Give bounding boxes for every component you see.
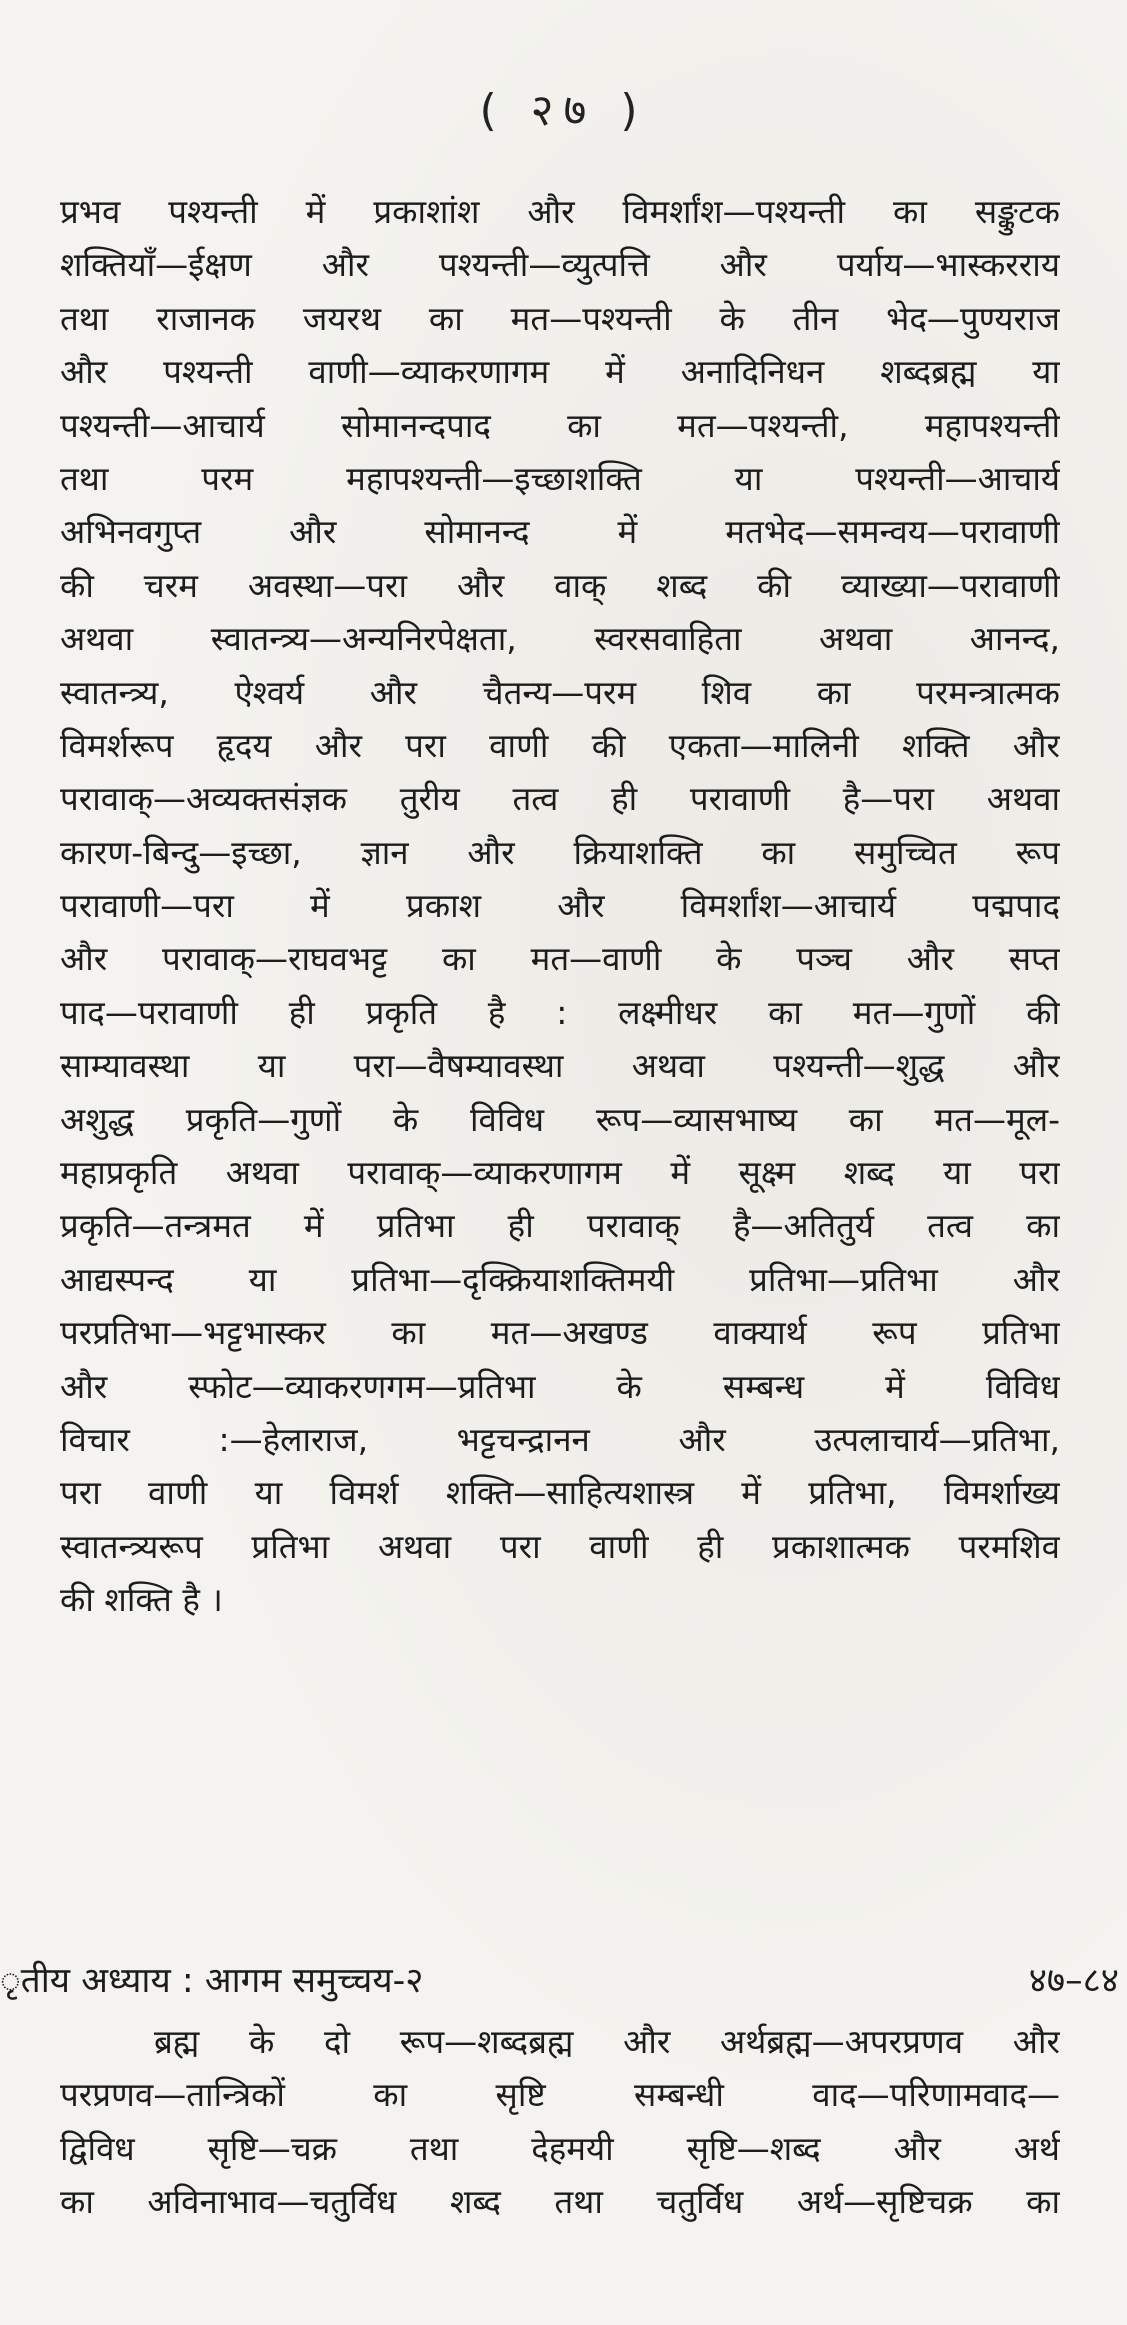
text-line: कारण-बिन्दु—इच्छा, ज्ञान और क्रियाशक्ति का समुच्चित रूप (60, 832, 1060, 872)
text-line: अभिनवगुप्त और सोमानन्द में मतभेद—समन्वय—परावाणी (60, 512, 1060, 552)
text-line: अशुद्ध प्रकृति—गुणों के विविध रूप—व्यासभाष्य का मत—मूल- (60, 1099, 1060, 1139)
text-line: स्वातन्त्र्य, ऐश्वर्य और चैतन्य—परम शिव का परमन्त्रात्मक (60, 672, 1060, 712)
text-line: ब्रह्म के दो रूप—शब्दब्रह्म और अर्थब्रह्म—अपरप्रणव और (154, 2022, 1060, 2061)
text-line: परप्रतिभा—भट्टभास्कर का मत—अखण्ड वाक्यार्थ रूप प्रतिभा (60, 1313, 1060, 1353)
text-line: प्रकृति—तन्त्रमत में प्रतिभा ही परावाक् है—अतितुर्य तत्व का (60, 1206, 1060, 1246)
text-line: पाद—परावाणी ही प्रकृति है : लक्ष्मीधर का मत—गुणों की (60, 992, 1060, 1032)
text-line: परप्रणव—तान्त्रिकों का सृष्टि सम्बन्धी वाद—परिणामवाद— (60, 2075, 1060, 2115)
text-line: का अविनाभाव—चतुर्विध शब्द तथा चतुर्विध अर्थ—सृष्टिचक्र का (60, 2182, 1060, 2222)
text-line: शक्तियाँ—ईक्षण और पश्यन्ती—व्युत्पत्ति और पर्याय—भास्करराय (60, 245, 1060, 285)
text-line: और स्फोट—व्याकरणगम—प्रतिभा के सम्बन्ध में विविध (60, 1366, 1060, 1406)
text-line: परावाणी—परा में प्रकाश और विमर्शांश—आचार्य पद्मपाद (60, 886, 1060, 926)
text-line: द्विविध सृष्टि—चक्र तथा देहमयी सृष्टि—शब्द और अर्थ (60, 2128, 1060, 2168)
chapter-heading (0, 1955, 1127, 2007)
text-line: परा वाणी या विमर्श शक्ति—साहित्यशास्त्र में प्रतिभा, विमर्शाख्य (60, 1473, 1060, 1513)
text-line: प्रभव पश्यन्ती में प्रकाशांश और विमर्शांश—पश्यन्ती का सङ्कुटक (60, 192, 1060, 231)
text-line: साम्यावस्था या परा—वैषम्यावस्था अथवा पश्यन्ती—शुद्ध और (60, 1046, 1060, 1086)
chapter-page-range: ४७–८४ (1028, 1961, 1119, 2001)
text-line: तथा परम महापश्यन्ती—इच्छाशक्ति या पश्यन्ती—आचार्य (60, 458, 1060, 498)
page-number: ( २७ ) (479, 85, 648, 136)
text-line: पश्यन्ती—आचार्य सोमानन्दपाद का मत—पश्यन्ती, महापश्यन्ती (60, 405, 1060, 445)
text-line: और पश्यन्ती वाणी—व्याकरणागम में अनादिनिधन शब्दब्रह्म या (60, 352, 1060, 392)
text-line: अथवा स्वातन्त्र्य—अन्यनिरपेक्षता, स्वरसवाहिता अथवा आनन्द, (60, 619, 1060, 659)
text-line: की चरम अवस्था—परा और वाक् शब्द की व्याख्या—परावाणी (60, 565, 1060, 605)
text-line: आद्यस्पन्द या प्रतिभा—दृक्क्रियाशक्तिमयी प्रतिभा—प्रतिभा और (60, 1259, 1060, 1299)
chapter-title: ृतीय अध्याय : आगम समुच्चय-२ (0, 1961, 424, 2001)
text-line: परावाक्—अव्यक्तसंज्ञक तुरीय तत्व ही परावाणी है—परा अथवा (60, 779, 1060, 819)
text-line: की शक्ति है । (60, 1580, 223, 1620)
previous-section-summary (60, 185, 1060, 1627)
text-line: विचार :—हेलाराज, भट्टचन्द्रानन और उत्पलाचार्य—प्रतिभा, (60, 1419, 1060, 1459)
chapter-summary (60, 2015, 1060, 2229)
text-line: तथा राजानक जयरथ का मत—पश्यन्ती के तीन भेद—पुण्यराज (60, 298, 1060, 338)
text-line: महाप्रकृति अथवा परावाक्—व्याकरणागम में सूक्ष्म शब्द या परा (60, 1153, 1060, 1193)
text-line: विमर्शरूप हृदय और परा वाणी की एकता—मालिनी शक्ति और (60, 725, 1060, 765)
text-line: और परावाक्—राघवभट्ट का मत—वाणी के पञ्च और सप्त (60, 939, 1060, 979)
text-line: स्वातन्त्र्यरूप प्रतिभा अथवा परा वाणी ही प्रकाशात्मक परमशिव (60, 1526, 1060, 1566)
